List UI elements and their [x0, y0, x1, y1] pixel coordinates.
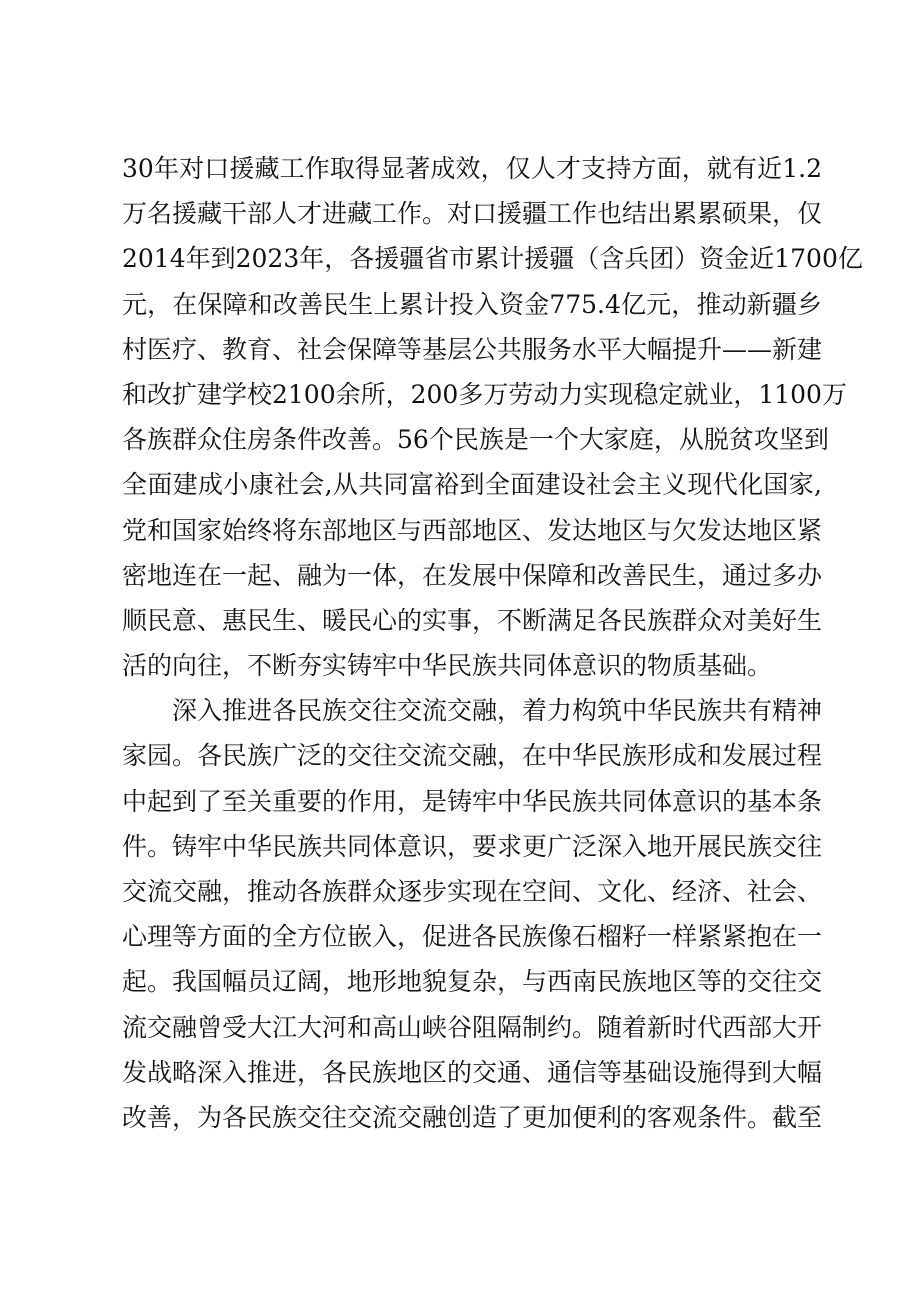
text-line: 中起到了至关重要的作用，是铸牢中华民族共同体意识的基本条 — [122, 786, 823, 816]
text-line: 村医疗、教育、社会保障等基层公共服务水平大幅提升——新建 — [122, 334, 823, 364]
text-line: 元，在保障和改善民生上累计投入资金775.4亿元，推动新疆乡 — [122, 289, 822, 319]
paragraph-1 — [122, 146, 863, 688]
text-line: 家园。各民族广泛的交往交流交融，在中华民族形成和发展过程 — [122, 741, 823, 771]
text-line: 流交融曾受大江大河和高山峡谷阻隔制约。随着新时代西部大开 — [122, 1012, 823, 1042]
text-line: 件。铸牢中华民族共同体意识，要求更广泛深入地开展民族交往 — [122, 831, 823, 861]
document-body — [122, 146, 863, 1140]
text-line: 改善，为各民族交往交流交融创造了更加便利的客观条件。截至 — [122, 1102, 823, 1132]
text-line: 2014年到2023年，各援疆省市累计援疆（含兵团）资金近1700亿 — [122, 244, 863, 274]
text-line: 全面建成小康社会,从共同富裕到全面建设社会主义现代化国家, — [122, 470, 822, 500]
text-line: 顺民意、惠民生、暖民心的实事，不断满足各民族群众对美好生 — [122, 605, 823, 635]
text-line: 各族群众住房条件改善。56个民族是一个大家庭，从脱贫攻坚到 — [122, 425, 829, 455]
text-line: 交流交融，推动各族群众逐步实现在空间、文化、经济、社会、 — [122, 877, 823, 906]
text-line: 30年对口援藏工作取得显著成效，仅人才支持方面，就有近1.2 — [122, 154, 822, 183]
text-line: 起。我国幅员辽阔，地形地貌复杂，与西南民族地区等的交往交 — [122, 967, 823, 997]
text-line: 发战略深入推进，各民族地区的交通、通信等基础设施得到大幅 — [122, 1057, 823, 1087]
text-line: 和改扩建学校2100余所，200多万劳动力实现稳定就业，1100万 — [122, 379, 847, 409]
text-line: 活的向往，不断夯实铸牢中华民族共同体意识的物质基础。 — [122, 651, 773, 681]
text-line: 心理等方面的全方位嵌入，促进各民族像石榴籽一样紧紧抱在一 — [122, 922, 823, 952]
paragraph-2 — [122, 688, 822, 1140]
text-line: 深入推进各民族交往交流交融，着力构筑中华民族共有精神 — [172, 696, 823, 726]
text-line: 党和国家始终将东部地区与西部地区、发达地区与欠发达地区紧 — [122, 515, 823, 545]
text-line: 万名援藏干部人才进藏工作。对口援疆工作也结出累累硕果，仅 — [122, 199, 823, 229]
text-line: 密地连在一起、融为一体，在发展中保障和改善民生，通过多办 — [122, 560, 823, 590]
